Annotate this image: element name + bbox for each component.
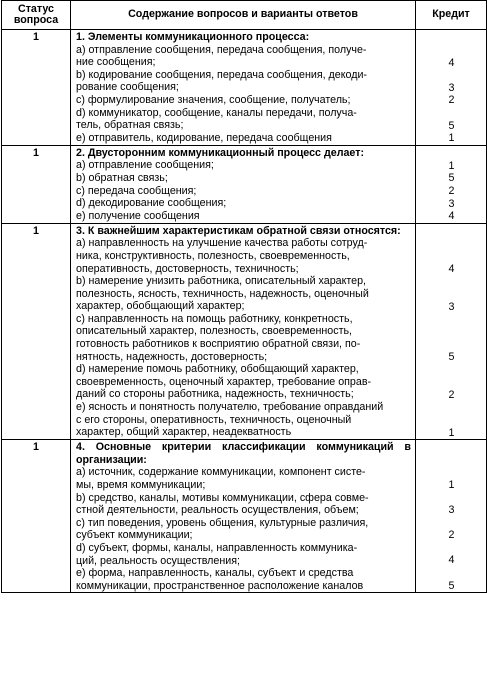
question-status: 1 <box>2 223 71 440</box>
answer-line: ние сообщения; <box>76 56 156 69</box>
answer-option <box>76 466 411 491</box>
answer-option <box>76 172 411 185</box>
answer-line: d) коммуникатор, сообщение, каналы передачи, получа- <box>76 106 357 119</box>
question-content <box>71 440 416 593</box>
credit-value: 2 <box>448 184 455 197</box>
answer-option <box>76 44 411 69</box>
question-row <box>2 223 487 440</box>
answer-line: коммуникации, пространственное расположение каналов <box>76 579 364 592</box>
answer-line: b) средство, каналы, мотивы коммуникации, сфера совме- <box>76 491 369 504</box>
question-status: 1 <box>2 30 71 146</box>
question-text: 1. Элементы коммуникационного процесса: <box>76 31 310 43</box>
answer-line: с его стороны, оперативность, техничность, оценочный <box>76 413 352 426</box>
question-content <box>71 30 416 146</box>
question-content <box>71 145 416 223</box>
answer-line: рование сообщения; <box>76 81 179 94</box>
credit-value: 3 <box>448 197 455 210</box>
answer-line: а) отправление сообщения; <box>76 159 214 172</box>
answer-line: с) направленность на помощь работнику, конкретность, <box>76 312 353 325</box>
question-text: 3. К важнейшим характеристикам обратной связи относятся: <box>76 224 401 237</box>
answer-option <box>76 107 411 132</box>
credit-column <box>416 30 487 146</box>
answer-line: мы, время коммуникации; <box>76 479 206 492</box>
answer-line: описательный характер, полезность, своевременность, <box>76 325 352 338</box>
answer-option <box>76 542 411 567</box>
credit-value: 1 <box>448 478 455 491</box>
answer-option <box>76 185 411 198</box>
header-content: Содержание вопросов и варианты ответов <box>71 1 416 30</box>
credit-column <box>416 145 487 223</box>
answer-line: d) субъект, формы, каналы, направленность коммуника- <box>76 541 358 554</box>
credit-value: 2 <box>448 388 455 401</box>
answer-line: b) кодирование сообщения, передача сообщения, декоди- <box>76 68 367 81</box>
answer-option <box>76 132 411 145</box>
answer-option <box>76 275 411 313</box>
answer-line: е) ясность и понятность получателю, требование оправданий <box>76 401 384 414</box>
questions-body <box>2 30 487 593</box>
question-row <box>2 440 487 593</box>
question-row <box>2 145 487 223</box>
answer-line: с) формулирование значения, сообщение, получатель; <box>76 93 351 106</box>
answer-line: а) источник, содержание коммуникации, компонент систе- <box>76 466 366 479</box>
answer-line: нятность, надежность, достоверность; <box>76 350 268 363</box>
answer-option <box>76 313 411 363</box>
answer-option <box>76 69 411 94</box>
answer-option <box>76 197 411 210</box>
credit-value: 5 <box>448 119 455 132</box>
credit-value: 3 <box>448 504 455 517</box>
answer-line: даний со стороны работника, надежность, техничность; <box>76 388 354 401</box>
answer-option <box>76 517 411 542</box>
answer-line: своевременность, оценочный характер, требование оправ- <box>76 375 372 388</box>
credit-column <box>416 223 487 440</box>
question-status: 1 <box>2 145 71 223</box>
credit-value: 4 <box>448 554 455 567</box>
answer-line: а) отправление сообщения, передача сообщения, получе- <box>76 43 367 56</box>
credit-value: 2 <box>448 529 455 542</box>
answer-option <box>76 94 411 107</box>
credit-value: 5 <box>448 172 455 185</box>
credit-value: 3 <box>448 300 455 313</box>
answer-option <box>76 567 411 592</box>
header-row <box>2 1 487 30</box>
credit-value: 1 <box>448 132 455 145</box>
answer-line: характер, общий характер, неадекватность <box>76 426 292 439</box>
questions-table <box>1 0 487 593</box>
credit-value: 4 <box>448 210 455 223</box>
answer-line: е) форма, направленность, каналы, субъект и средства <box>76 567 354 580</box>
answer-line: е) получение сообщения <box>76 209 200 222</box>
answer-line: характер, обобщающий характер; <box>76 300 245 313</box>
header-credit: Кредит <box>416 1 487 30</box>
answer-line: тель, обратная связь; <box>76 119 184 132</box>
answer-line: ника, конструктивность, полезность, своевременность, <box>76 249 350 262</box>
answer-option <box>76 363 411 401</box>
answer-line: с) тип поведения, уровень общения, культурные различия, <box>76 516 369 529</box>
question-row <box>2 30 487 146</box>
credit-column <box>416 440 487 593</box>
answer-line: субъект коммуникации; <box>76 529 193 542</box>
answer-line: b) обратная связь; <box>76 171 168 184</box>
question-content <box>71 223 416 440</box>
credit-value: 4 <box>448 56 455 69</box>
answer-line: оперативность, достоверность, техничность; <box>76 262 299 275</box>
answer-option <box>76 159 411 172</box>
answer-line: b) намерение унизить работника, описательный характер, <box>76 275 367 288</box>
answer-option <box>76 401 411 439</box>
question-text: 4. Основные критерии классификации коммуникаций в организации: <box>76 441 411 466</box>
answer-line: е) отправитель, кодирование, передача сообщения <box>76 131 332 144</box>
answer-line: с) передача сообщения; <box>76 184 197 197</box>
credit-value: 5 <box>448 579 455 592</box>
credit-value: 1 <box>448 426 455 439</box>
credit-value: 5 <box>448 351 455 364</box>
answer-line: готовность работников к восприятию обратной связи, по- <box>76 338 361 351</box>
answer-line: d) намерение помочь работнику, обобщающий характер, <box>76 363 359 376</box>
answer-line: d) декодирование сообщения; <box>76 197 227 210</box>
answer-option <box>76 210 411 223</box>
credit-value: 2 <box>448 94 455 107</box>
answer-line: стной деятельности, реальность осуществления, объем; <box>76 504 359 517</box>
answer-option <box>76 492 411 517</box>
answer-line: а) направленность на улучшение качества работы сотруд- <box>76 237 368 250</box>
question-status: 1 <box>2 440 71 593</box>
question-text: 2. Двусторонним коммуникационный процесс делает: <box>76 146 365 159</box>
answer-line: ций, реальность осуществления; <box>76 554 240 567</box>
answer-line: полезность, ясность, техничность, надежность, оценочный <box>76 287 369 300</box>
credit-value: 4 <box>448 262 455 275</box>
credit-value: 3 <box>448 81 455 94</box>
credit-value: 1 <box>448 159 455 172</box>
answer-option <box>76 237 411 275</box>
header-status: Статус вопроса <box>2 1 71 30</box>
